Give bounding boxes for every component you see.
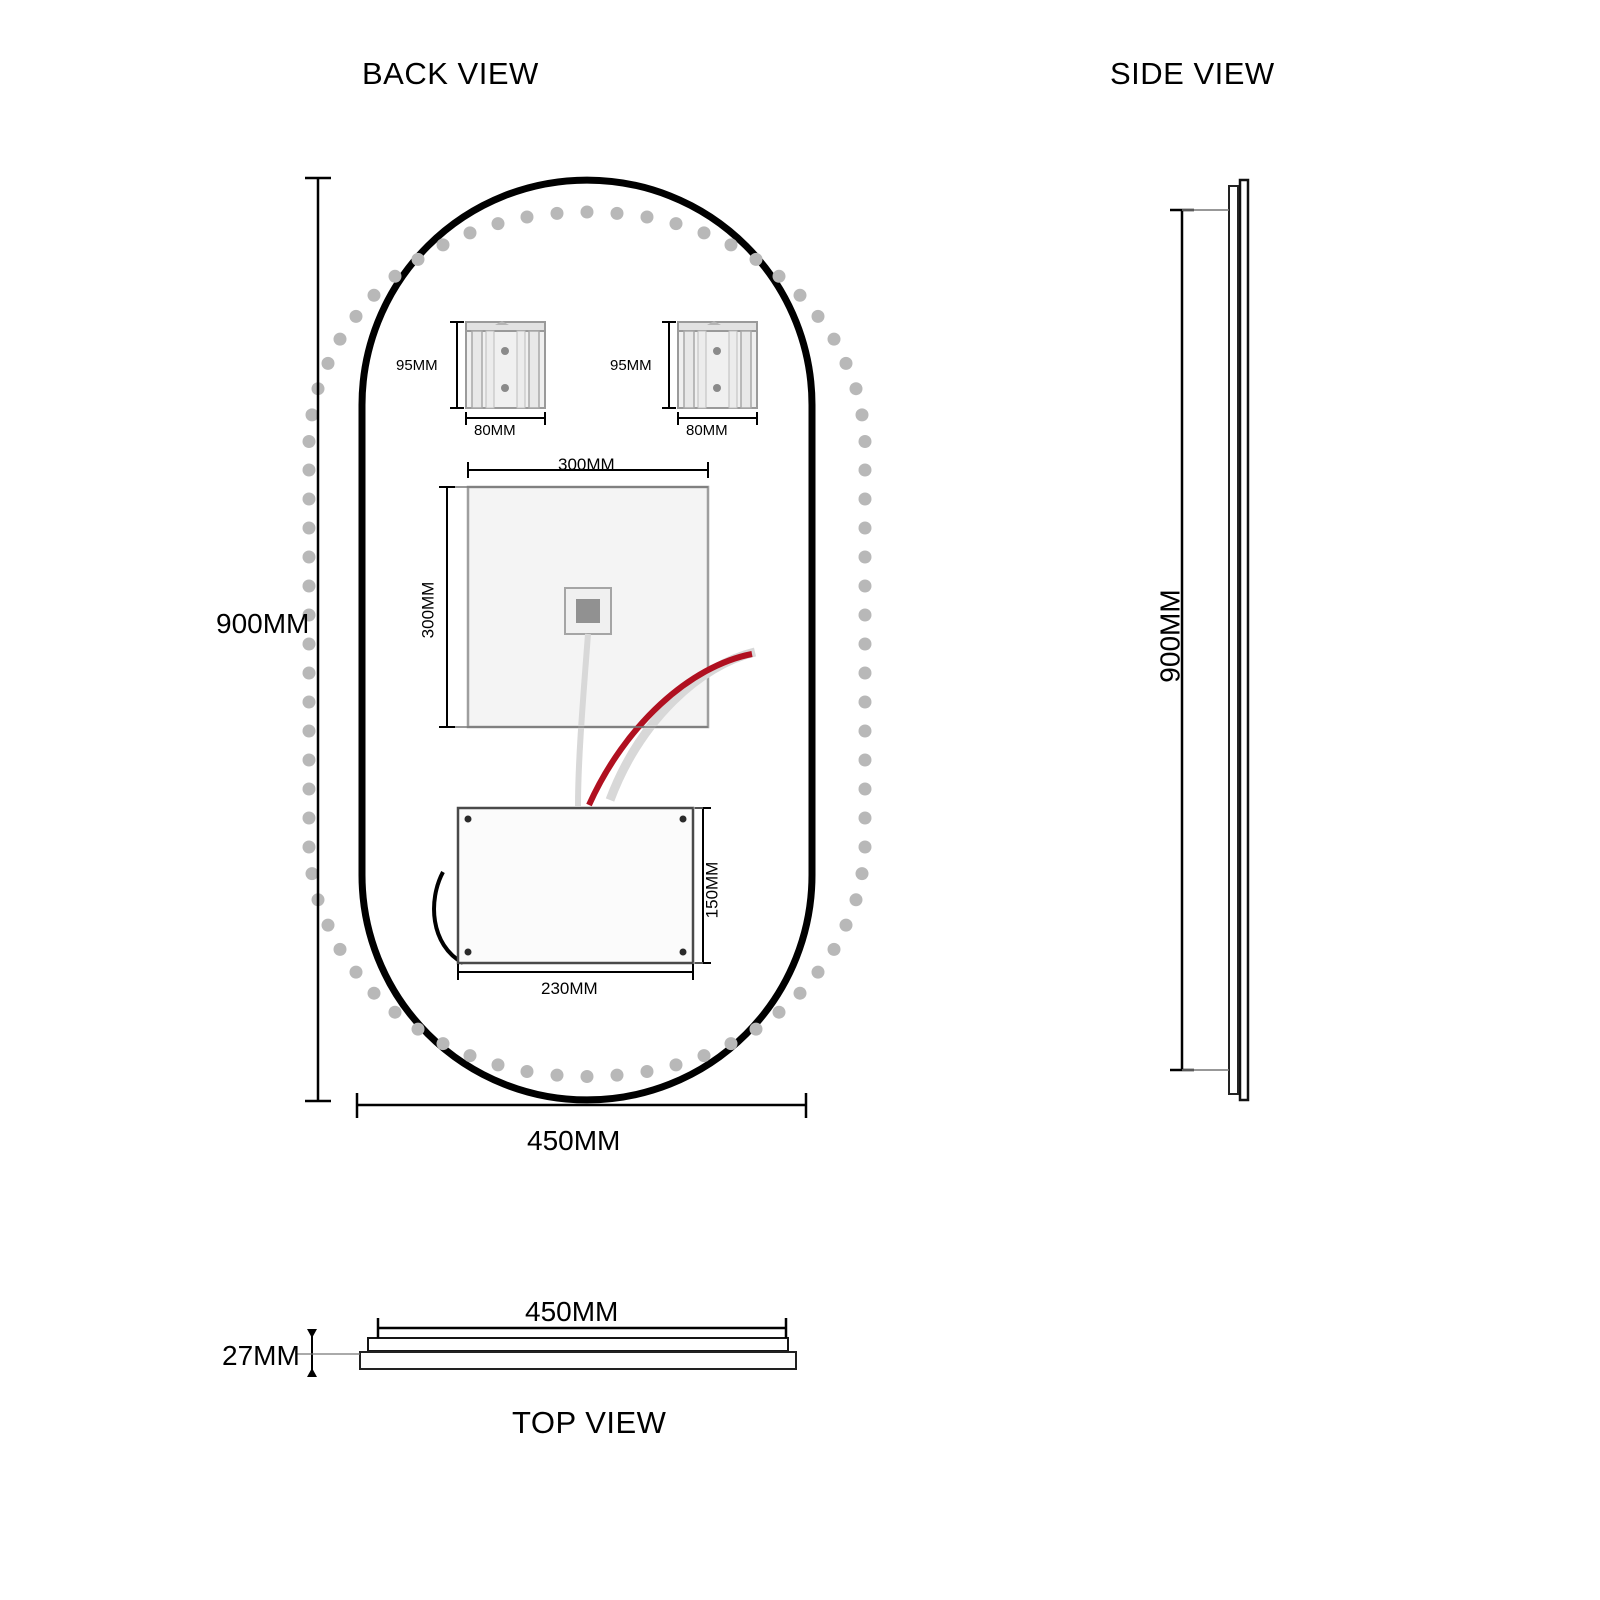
dimension-label-bracket-left-height: 95MM (396, 357, 438, 374)
dimension-label-thickness: 27MM (222, 1340, 300, 1371)
mounting-bracket-left (466, 321, 545, 408)
back-view-title: BACK VIEW (362, 56, 539, 91)
side-view-title: SIDE VIEW (1110, 56, 1275, 91)
top-view-title: TOP VIEW (512, 1405, 667, 1440)
dimension-label-driver-width: 230MM (541, 979, 598, 998)
top-view-mirror-profile (360, 1338, 796, 1369)
dimension-label-side-height: 900MM (1154, 589, 1186, 683)
dimension-label-bracket-right-height: 95MM (610, 357, 652, 374)
dimension-label-top-width: 450MM (525, 1296, 619, 1327)
dimension-label-bracket-right-width: 80MM (686, 422, 728, 439)
dimension-label-bracket-left-width: 80MM (474, 422, 516, 439)
led-driver-box (458, 808, 693, 963)
dimension-label-panel-width: 300MM (558, 455, 615, 474)
side-view-mirror-profile (1229, 180, 1248, 1100)
dimension-label-mirror-width: 450MM (527, 1125, 621, 1156)
dimension-label-mirror-height: 900MM (216, 608, 310, 639)
dimension-label-driver-height: 150MM (702, 861, 722, 919)
dimension-label-panel-height: 300MM (418, 581, 438, 639)
mounting-bracket-right (678, 321, 757, 408)
